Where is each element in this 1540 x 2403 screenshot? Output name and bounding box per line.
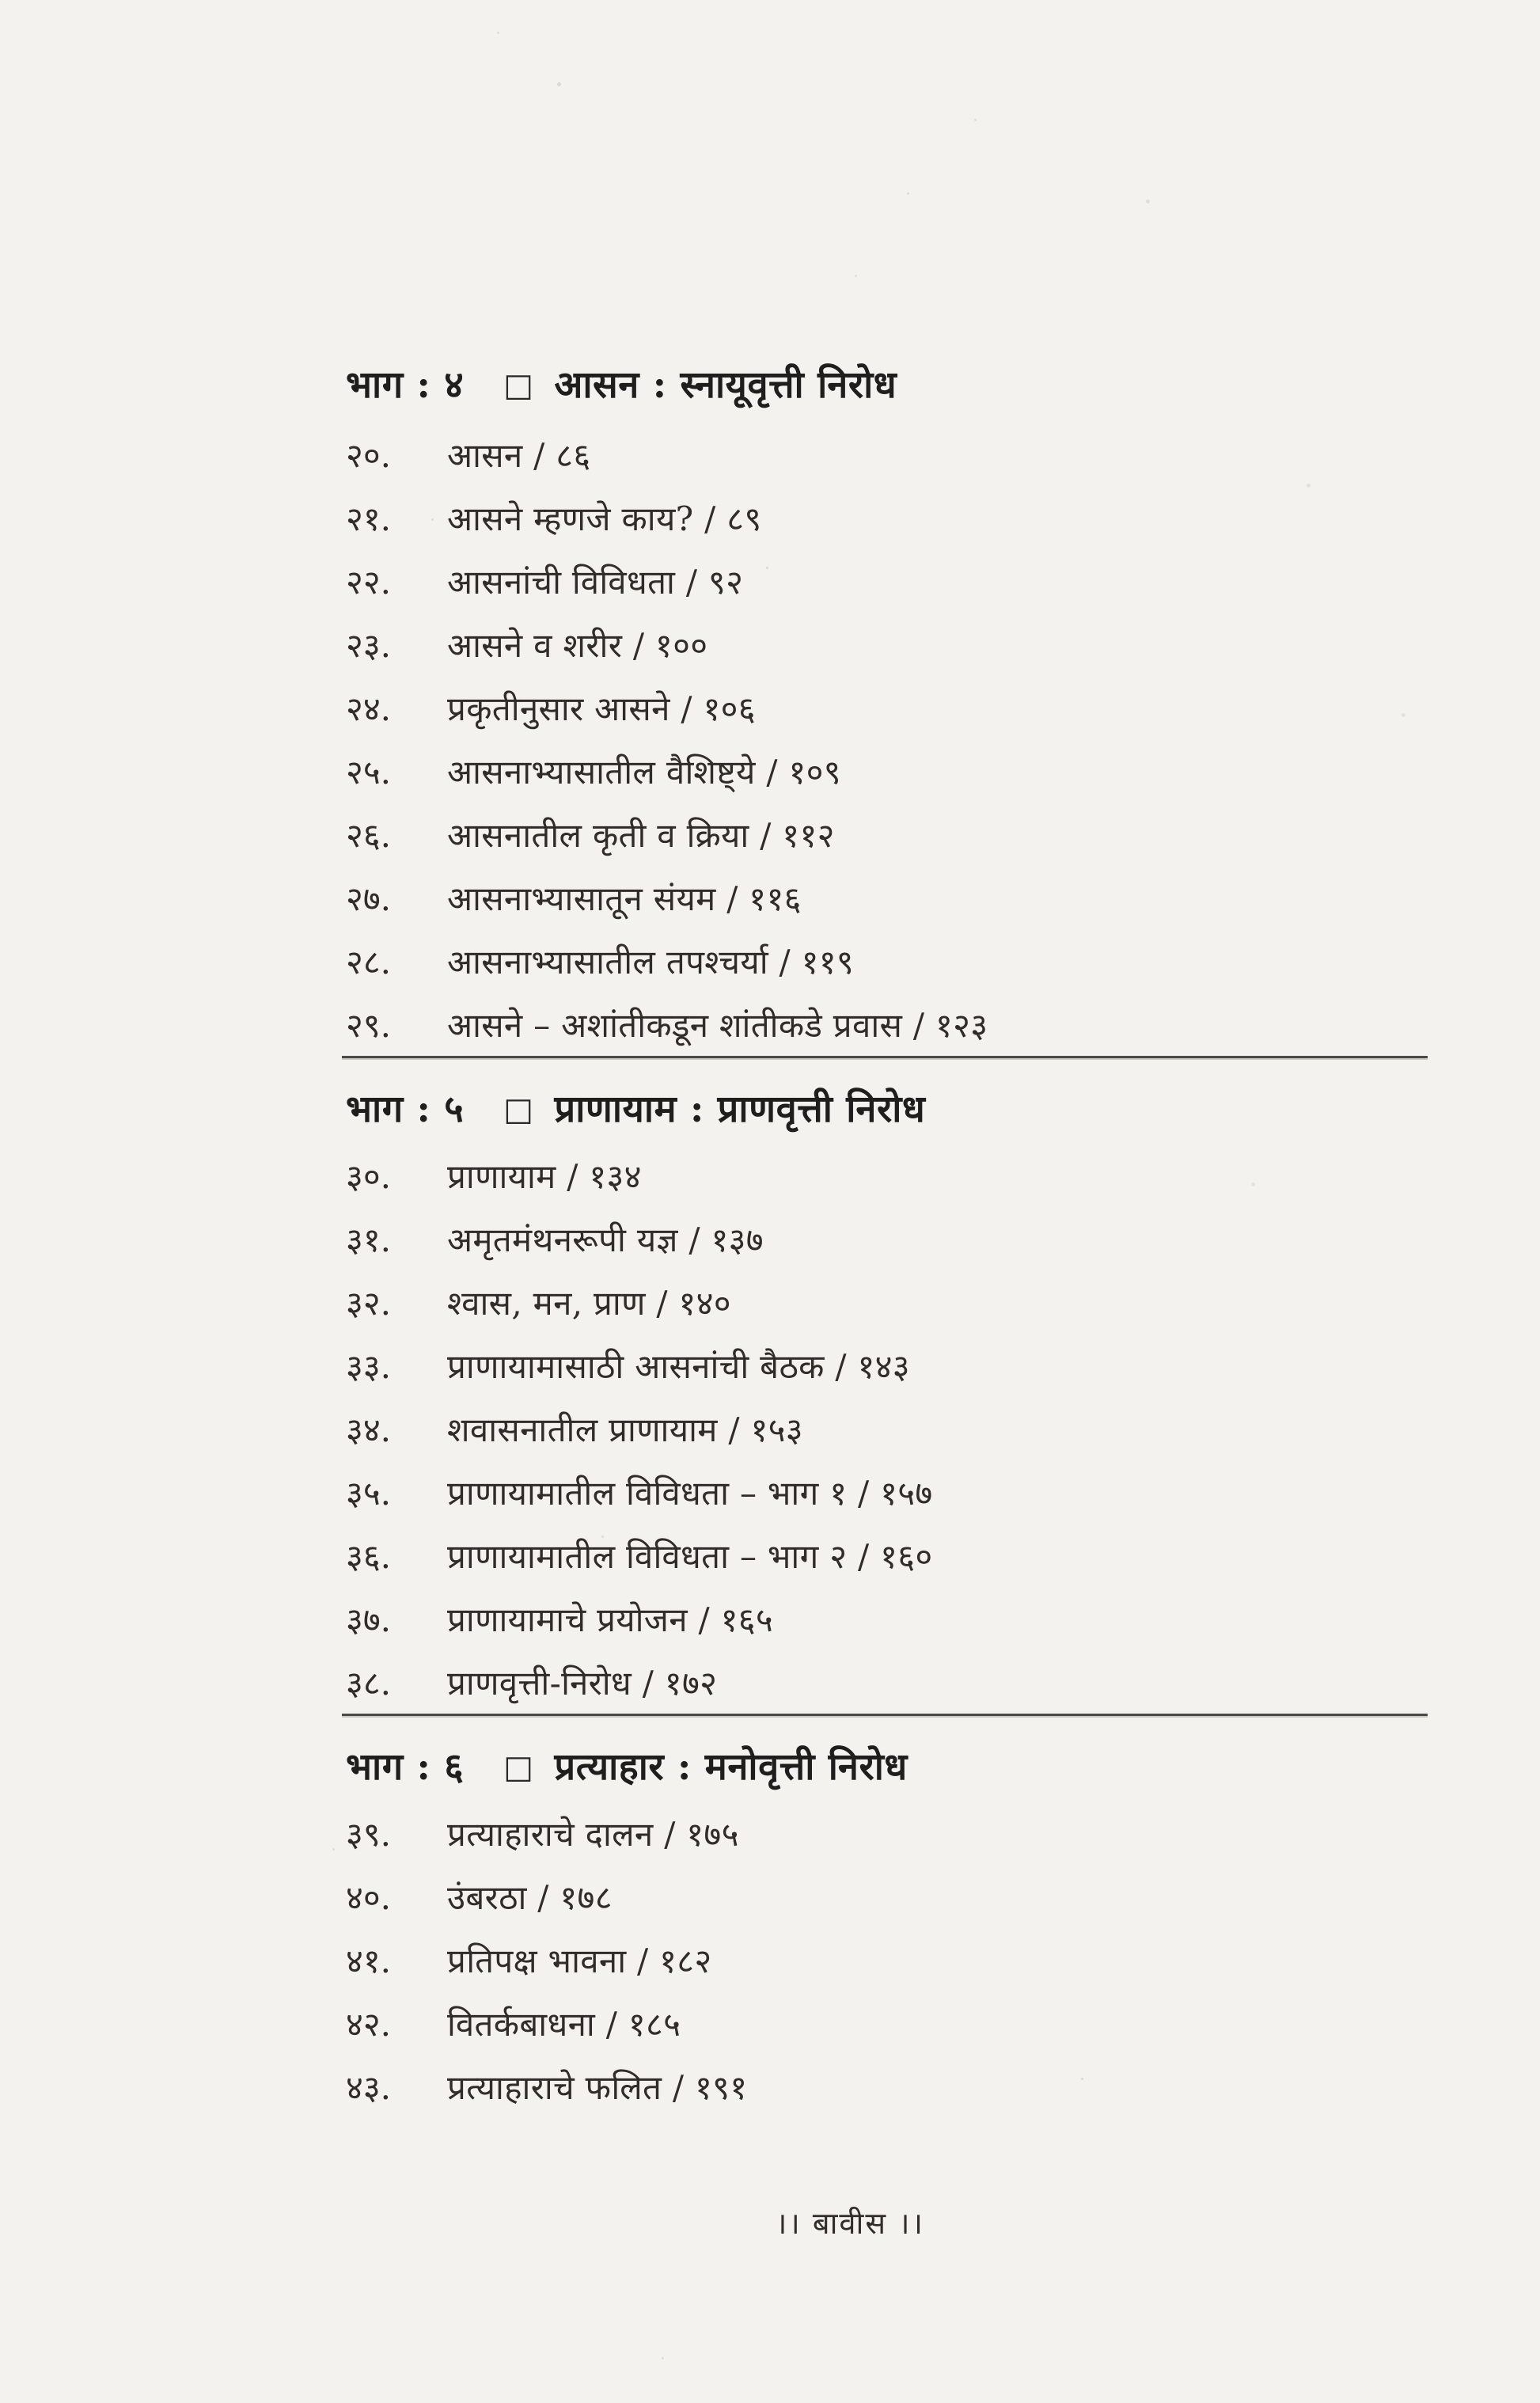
chapter-title-and-page: आसनाभ्यासातून संयम / ११६ xyxy=(447,879,802,918)
chapter-row xyxy=(346,1334,1446,1397)
square-bullet-icon: □ xyxy=(503,1749,534,1786)
chapter-title-and-page: प्रतिपक्ष भावना / १८२ xyxy=(447,1941,712,1980)
section-heading xyxy=(346,1740,1446,1790)
chapter-title-and-page: आसने म्हणजे काय? / ८९ xyxy=(447,499,762,538)
chapter-title-and-page: आसनातील कृती व क्रिया / ११२ xyxy=(447,815,835,855)
chapter-row xyxy=(346,1524,1446,1587)
chapter-number: २२. xyxy=(346,562,392,602)
chapter-title-and-page: आसनाभ्यासातील वैशिष्ट्ये / १०९ xyxy=(447,752,841,792)
section-divider xyxy=(342,1056,1428,1058)
chapter-title-and-page: शवासनातील प्राणायाम / १५३ xyxy=(447,1410,803,1449)
chapter-title-and-page: प्रत्याहाराचे दालन / १७५ xyxy=(447,1814,739,1854)
chapter-number: ४१. xyxy=(346,1941,392,1980)
chapter-number: २५. xyxy=(346,752,392,792)
chapter-number: २४. xyxy=(346,689,392,728)
chapter-row xyxy=(346,613,1446,676)
scan-noise xyxy=(0,0,2,2)
chapter-title-and-page: प्रत्याहाराचे फलित / १९१ xyxy=(447,2067,748,2107)
section-heading xyxy=(346,1082,1446,1133)
chapter-number: २८. xyxy=(346,942,392,981)
chapter-title-and-page: श्वास, मन, प्राण / १४० xyxy=(447,1283,731,1323)
chapter-number: ४०. xyxy=(346,1877,392,1917)
chapter-row xyxy=(346,1865,1446,1928)
chapter-number: ३०. xyxy=(346,1156,392,1196)
chapter-list xyxy=(346,423,1446,1056)
chapter-title-and-page: प्राणायामातील विविधता – भाग २ / १६० xyxy=(447,1536,933,1576)
chapter-row xyxy=(346,423,1446,486)
chapter-number: ४३. xyxy=(346,2067,392,2107)
chapter-number: २१. xyxy=(346,499,392,538)
chapter-number: ३१. xyxy=(346,1220,392,1259)
chapter-row xyxy=(346,1801,1446,1865)
section-title: प्राणायाम : प्राणवृत्ती निरोध xyxy=(554,1088,926,1131)
chapter-row xyxy=(346,2055,1446,2118)
chapter-row xyxy=(346,993,1446,1056)
chapter-row xyxy=(346,676,1446,739)
table-of-contents xyxy=(346,358,1446,2118)
chapter-row xyxy=(346,1207,1446,1270)
chapter-title-and-page: अमृतमंथनरूपी यज्ञ / १३७ xyxy=(447,1220,764,1259)
toc-section-pranayama xyxy=(346,1082,1446,1714)
chapter-number: ३५. xyxy=(346,1473,392,1513)
chapter-number: ४२. xyxy=(346,2004,392,2044)
section-label: भाग : ४ xyxy=(346,363,465,407)
chapter-row xyxy=(346,1650,1446,1714)
chapter-number: ३८. xyxy=(346,1663,392,1703)
section-divider xyxy=(342,1714,1428,1716)
chapter-number: २३. xyxy=(346,625,392,665)
section-label: भाग : ५ xyxy=(346,1088,465,1131)
chapter-row xyxy=(346,549,1446,613)
chapter-list xyxy=(346,1801,1446,2118)
chapter-list xyxy=(346,1144,1446,1714)
page-number-footer: ।। बावीस ।। xyxy=(776,2206,924,2241)
chapter-title-and-page: प्राणायामातील विविधता – भाग १ / १५७ xyxy=(447,1473,933,1513)
chapter-row xyxy=(346,929,1446,993)
chapter-number: ३२. xyxy=(346,1283,392,1323)
chapter-row xyxy=(346,1397,1446,1460)
chapter-number: ३३. xyxy=(346,1346,392,1386)
chapter-row xyxy=(346,1928,1446,1991)
section-title: आसन : स्नायूवृत्ती निरोध xyxy=(554,363,897,407)
chapter-row xyxy=(346,803,1446,866)
chapter-title-and-page: वितर्कबाधना / १८५ xyxy=(447,2004,681,2044)
chapter-title-and-page: उंबरठा / १७८ xyxy=(447,1877,613,1917)
chapter-number: २७. xyxy=(346,879,392,918)
chapter-title-and-page: प्राणायामाचे प्रयोजन / १६५ xyxy=(447,1600,774,1639)
chapter-title-and-page: प्राणवृत्ती-निरोध / १७२ xyxy=(447,1663,718,1703)
chapter-number: २६. xyxy=(346,815,392,855)
chapter-number: २०. xyxy=(346,435,392,475)
chapter-title-and-page: प्राणायाम / १३४ xyxy=(447,1156,642,1196)
chapter-row xyxy=(346,1587,1446,1650)
chapter-number: ३४. xyxy=(346,1410,392,1449)
section-title: प्रत्याहार : मनोवृत्ती निरोध xyxy=(554,1745,908,1789)
chapter-row xyxy=(346,1144,1446,1207)
chapter-number: ३६. xyxy=(346,1536,392,1576)
chapter-title-and-page: आसन / ८६ xyxy=(447,435,591,475)
chapter-row xyxy=(346,1991,1446,2055)
square-bullet-icon: □ xyxy=(503,1091,534,1128)
square-bullet-icon: □ xyxy=(503,367,534,404)
chapter-number: २९. xyxy=(346,1005,392,1045)
chapter-row xyxy=(346,486,1446,549)
chapter-title-and-page: प्रकृतीनुसार आसने / १०६ xyxy=(447,689,756,728)
toc-section-pratyahara xyxy=(346,1740,1446,2118)
chapter-row xyxy=(346,1460,1446,1524)
chapter-title-and-page: आसनाभ्यासातील तपश्चर्या / ११९ xyxy=(447,942,855,981)
toc-section-asana xyxy=(346,358,1446,1056)
chapter-number: ३९. xyxy=(346,1814,392,1854)
chapter-title-and-page: आसने व शरीर / १०० xyxy=(447,625,708,665)
chapter-row xyxy=(346,866,1446,929)
section-label: भाग : ६ xyxy=(346,1745,465,1789)
chapter-row xyxy=(346,739,1446,803)
chapter-number: ३७. xyxy=(346,1600,392,1639)
chapter-title-and-page: आसने – अशांतीकडून शांतीकडे प्रवास / १२३ xyxy=(447,1005,988,1045)
chapter-row xyxy=(346,1270,1446,1334)
section-heading xyxy=(346,358,1446,408)
chapter-title-and-page: प्राणायामासाठी आसनांची बैठक / १४३ xyxy=(447,1346,910,1386)
chapter-title-and-page: आसनांची विविधता / ९२ xyxy=(447,562,744,602)
